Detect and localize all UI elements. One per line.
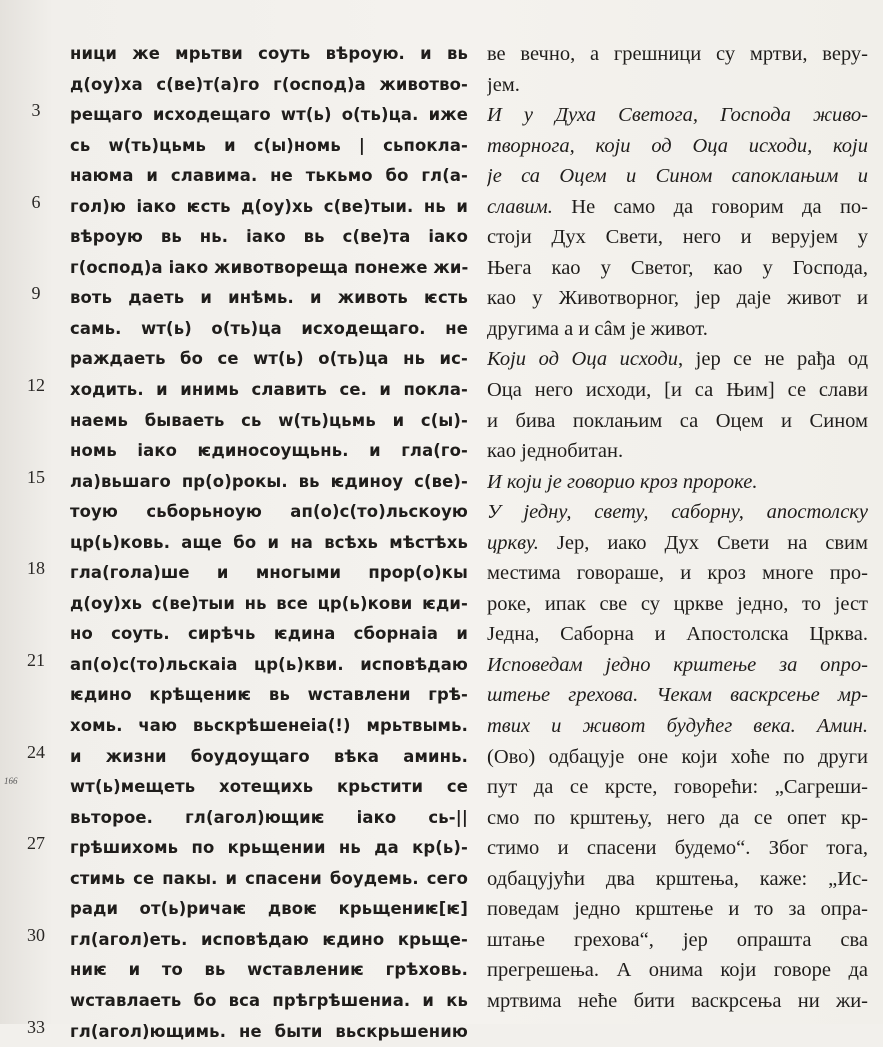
source-line: сь w(ть)цьмь и с(ы)номь | сьпокла- xyxy=(70,131,468,162)
source-line: ла)вьшаго пр(о)рокы. вь ѥдиноу с(ве)- xyxy=(70,467,468,498)
line-number: 12 xyxy=(14,375,58,396)
source-line: номь іако ѥдиносоущьнь. и гла(го- xyxy=(70,436,468,467)
source-line: гл(агол)еть. исповѣдаю ѥдино крьще- xyxy=(70,925,468,956)
translation-line: одбацујући два крштења, каже: „Ис- xyxy=(487,864,868,895)
line-number: 9 xyxy=(14,283,58,304)
serbian-translation-column xyxy=(487,39,868,1017)
translation-line: Оца него исходи, [и са Њим] се слави xyxy=(487,375,868,406)
source-line: д(оу)хь с(ве)тыи нь все цр(ь)кови ѥди- xyxy=(70,589,468,620)
source-line: цр(ь)ковь. аще бо и на всѣхь мѣстѣхь xyxy=(70,528,468,559)
source-line: но соуть. сирѣчь ѥдина сборнаіа и xyxy=(70,619,468,650)
translation-segment: славим. xyxy=(487,196,553,218)
line-number: 15 xyxy=(14,467,58,488)
translation-line: поведам једно крштење и то за опра- xyxy=(487,894,868,925)
source-line: самь. wт(ь) о(ть)ца исходещаго. не xyxy=(70,314,468,345)
translation-line: И у Духа Светога, Господа живо- xyxy=(487,100,868,131)
translation-line: У једну, свету, саборну, апостолску xyxy=(487,497,868,528)
translation-line: творнога, који од Оца исходи, који xyxy=(487,131,868,162)
source-line: ходить. и инимь славить се. и покла- xyxy=(70,375,468,406)
source-line: рещаго исходещаго wт(ь) о(ть)ца. иже xyxy=(70,100,468,131)
translation-segment: Не само да говорим да по- xyxy=(553,196,868,218)
source-line: наемь бываеть сь w(ть)цьмь и с(ы)- xyxy=(70,406,468,437)
translation-line: И који је говорио кроз пророке. xyxy=(487,467,868,498)
translation-line: стимо и спасени будемо“. Због тога, xyxy=(487,833,868,864)
source-line: вѣроую вь нь. іако вь с(ве)та іако xyxy=(70,222,468,253)
translation-segment: Који од Оца исходи xyxy=(487,348,678,370)
source-line: вoть даеть и инѣмь. и животь ѥсть xyxy=(70,283,468,314)
old-slavonic-column xyxy=(70,39,468,1047)
translation-line: јем. xyxy=(487,70,868,101)
translation-line: штење грехова. Чекам васкрсење мр- xyxy=(487,680,868,711)
source-line: вьторое. гл(агол)ющиѥ іако сь-|| xyxy=(70,803,468,834)
source-line: грѣшихомь по крьщении нь да кр(ь)- xyxy=(70,833,468,864)
line-number: 24 xyxy=(14,742,58,763)
line-number: 18 xyxy=(14,558,58,579)
source-line: гл(агол)ющимь. не быти вьскрьшению xyxy=(70,1017,468,1047)
translation-line: мртвима неће бити васкрсења ни жи- xyxy=(487,986,868,1017)
translation-line: је са Оцем и Сином сапоклањим и xyxy=(487,161,868,192)
source-line: д(оу)ха с(ве)т(а)го г(оспод)а животво- xyxy=(70,70,468,101)
line-number: 27 xyxy=(14,833,58,854)
translation-line xyxy=(487,528,868,559)
translation-line: Њега као у Светог, као у Господа, xyxy=(487,253,868,284)
line-number: 33 xyxy=(14,1017,58,1038)
translation-segment: цркву. xyxy=(487,532,539,554)
translation-segment: , јер се не рађа од xyxy=(678,348,868,370)
translation-line: местима говораше, и кроз многе про- xyxy=(487,558,868,589)
source-line: тоую сьборьноую ап(о)с(то)льскоую xyxy=(70,497,468,528)
translation-line: као једнобитан. xyxy=(487,436,868,467)
translation-line: роке, ипак све су цркве једно, то јест xyxy=(487,589,868,620)
translation-line: штање грехова“, јер опрашта сва xyxy=(487,925,868,956)
source-line: ради от(ь)ричаѥ двоѥ крьщениѥ[ѥ] xyxy=(70,894,468,925)
source-line: стимь се пакы. и спасени боудемь. сего xyxy=(70,864,468,895)
translation-segment: Јер, иако Дух Свети на свим xyxy=(539,532,868,554)
margin-folio-note: 166 xyxy=(4,776,18,786)
source-line: wт(ь)мещеть хотещихь крьстити се xyxy=(70,772,468,803)
line-number: 21 xyxy=(14,650,58,671)
translation-line: другима а и сâм је живот. xyxy=(487,314,868,345)
source-line: и жизни боудоущаго вѣка аминь. xyxy=(70,742,468,773)
translation-line: (Ово) одбацује оне који хоће по други xyxy=(487,742,868,773)
translation-line: пут да се крсте, говорећи: „Сагреши- xyxy=(487,772,868,803)
source-line: хомь. чаю вьскрѣшенеia(!) мрьтвымь. xyxy=(70,711,468,742)
source-line: гла(гола)ше и многыми прор(о)кы xyxy=(70,558,468,589)
line-number: 3 xyxy=(14,100,58,121)
source-line: ниѥ и то вь wставлениѥ грѣховь. xyxy=(70,955,468,986)
source-line: ници же мрьтви соуть вѣроую. и вь xyxy=(70,39,468,70)
translation-line: Исповедам једно крштење за опро- xyxy=(487,650,868,681)
source-line: ап(о)с(то)льскаіа цр(ь)кви. исповѣдаю xyxy=(70,650,468,681)
translation-line: смо по крштењу, него да се опет кр- xyxy=(487,803,868,834)
source-line: ѥдино крѣщениѥ вь wставлени грѣ- xyxy=(70,680,468,711)
source-line: гол)ю іако ѥсть д(оу)хь с(ве)тыи. нь и xyxy=(70,192,468,223)
translation-line: ве вечно, а грешници су мртви, веру- xyxy=(487,39,868,70)
translation-line xyxy=(487,344,868,375)
source-line: г(оспод)а іако животвореща понеже жи- xyxy=(70,253,468,284)
translation-line: прегрешења. А онима који говоре да xyxy=(487,955,868,986)
translation-line: као у Животворног, јер даје живот и xyxy=(487,283,868,314)
translation-line: твих и живот будућег века. Амин. xyxy=(487,711,868,742)
translation-line: и бива поклањим са Оцем и Сином xyxy=(487,406,868,437)
line-number: 30 xyxy=(14,925,58,946)
line-number: 6 xyxy=(14,192,58,213)
source-line: wставлаеть бо вса прѣгрѣшениа. и кь xyxy=(70,986,468,1017)
source-line: наюма и славима. не тькьмо бо гл(а- xyxy=(70,161,468,192)
translation-line xyxy=(487,192,868,223)
translation-line: стоји Дух Свети, него и верујем у xyxy=(487,222,868,253)
translation-line: Једна, Саборна и Апостолска Црква. xyxy=(487,619,868,650)
source-line: раждаеть бо се wт(ь) о(ть)ца нь ис- xyxy=(70,344,468,375)
